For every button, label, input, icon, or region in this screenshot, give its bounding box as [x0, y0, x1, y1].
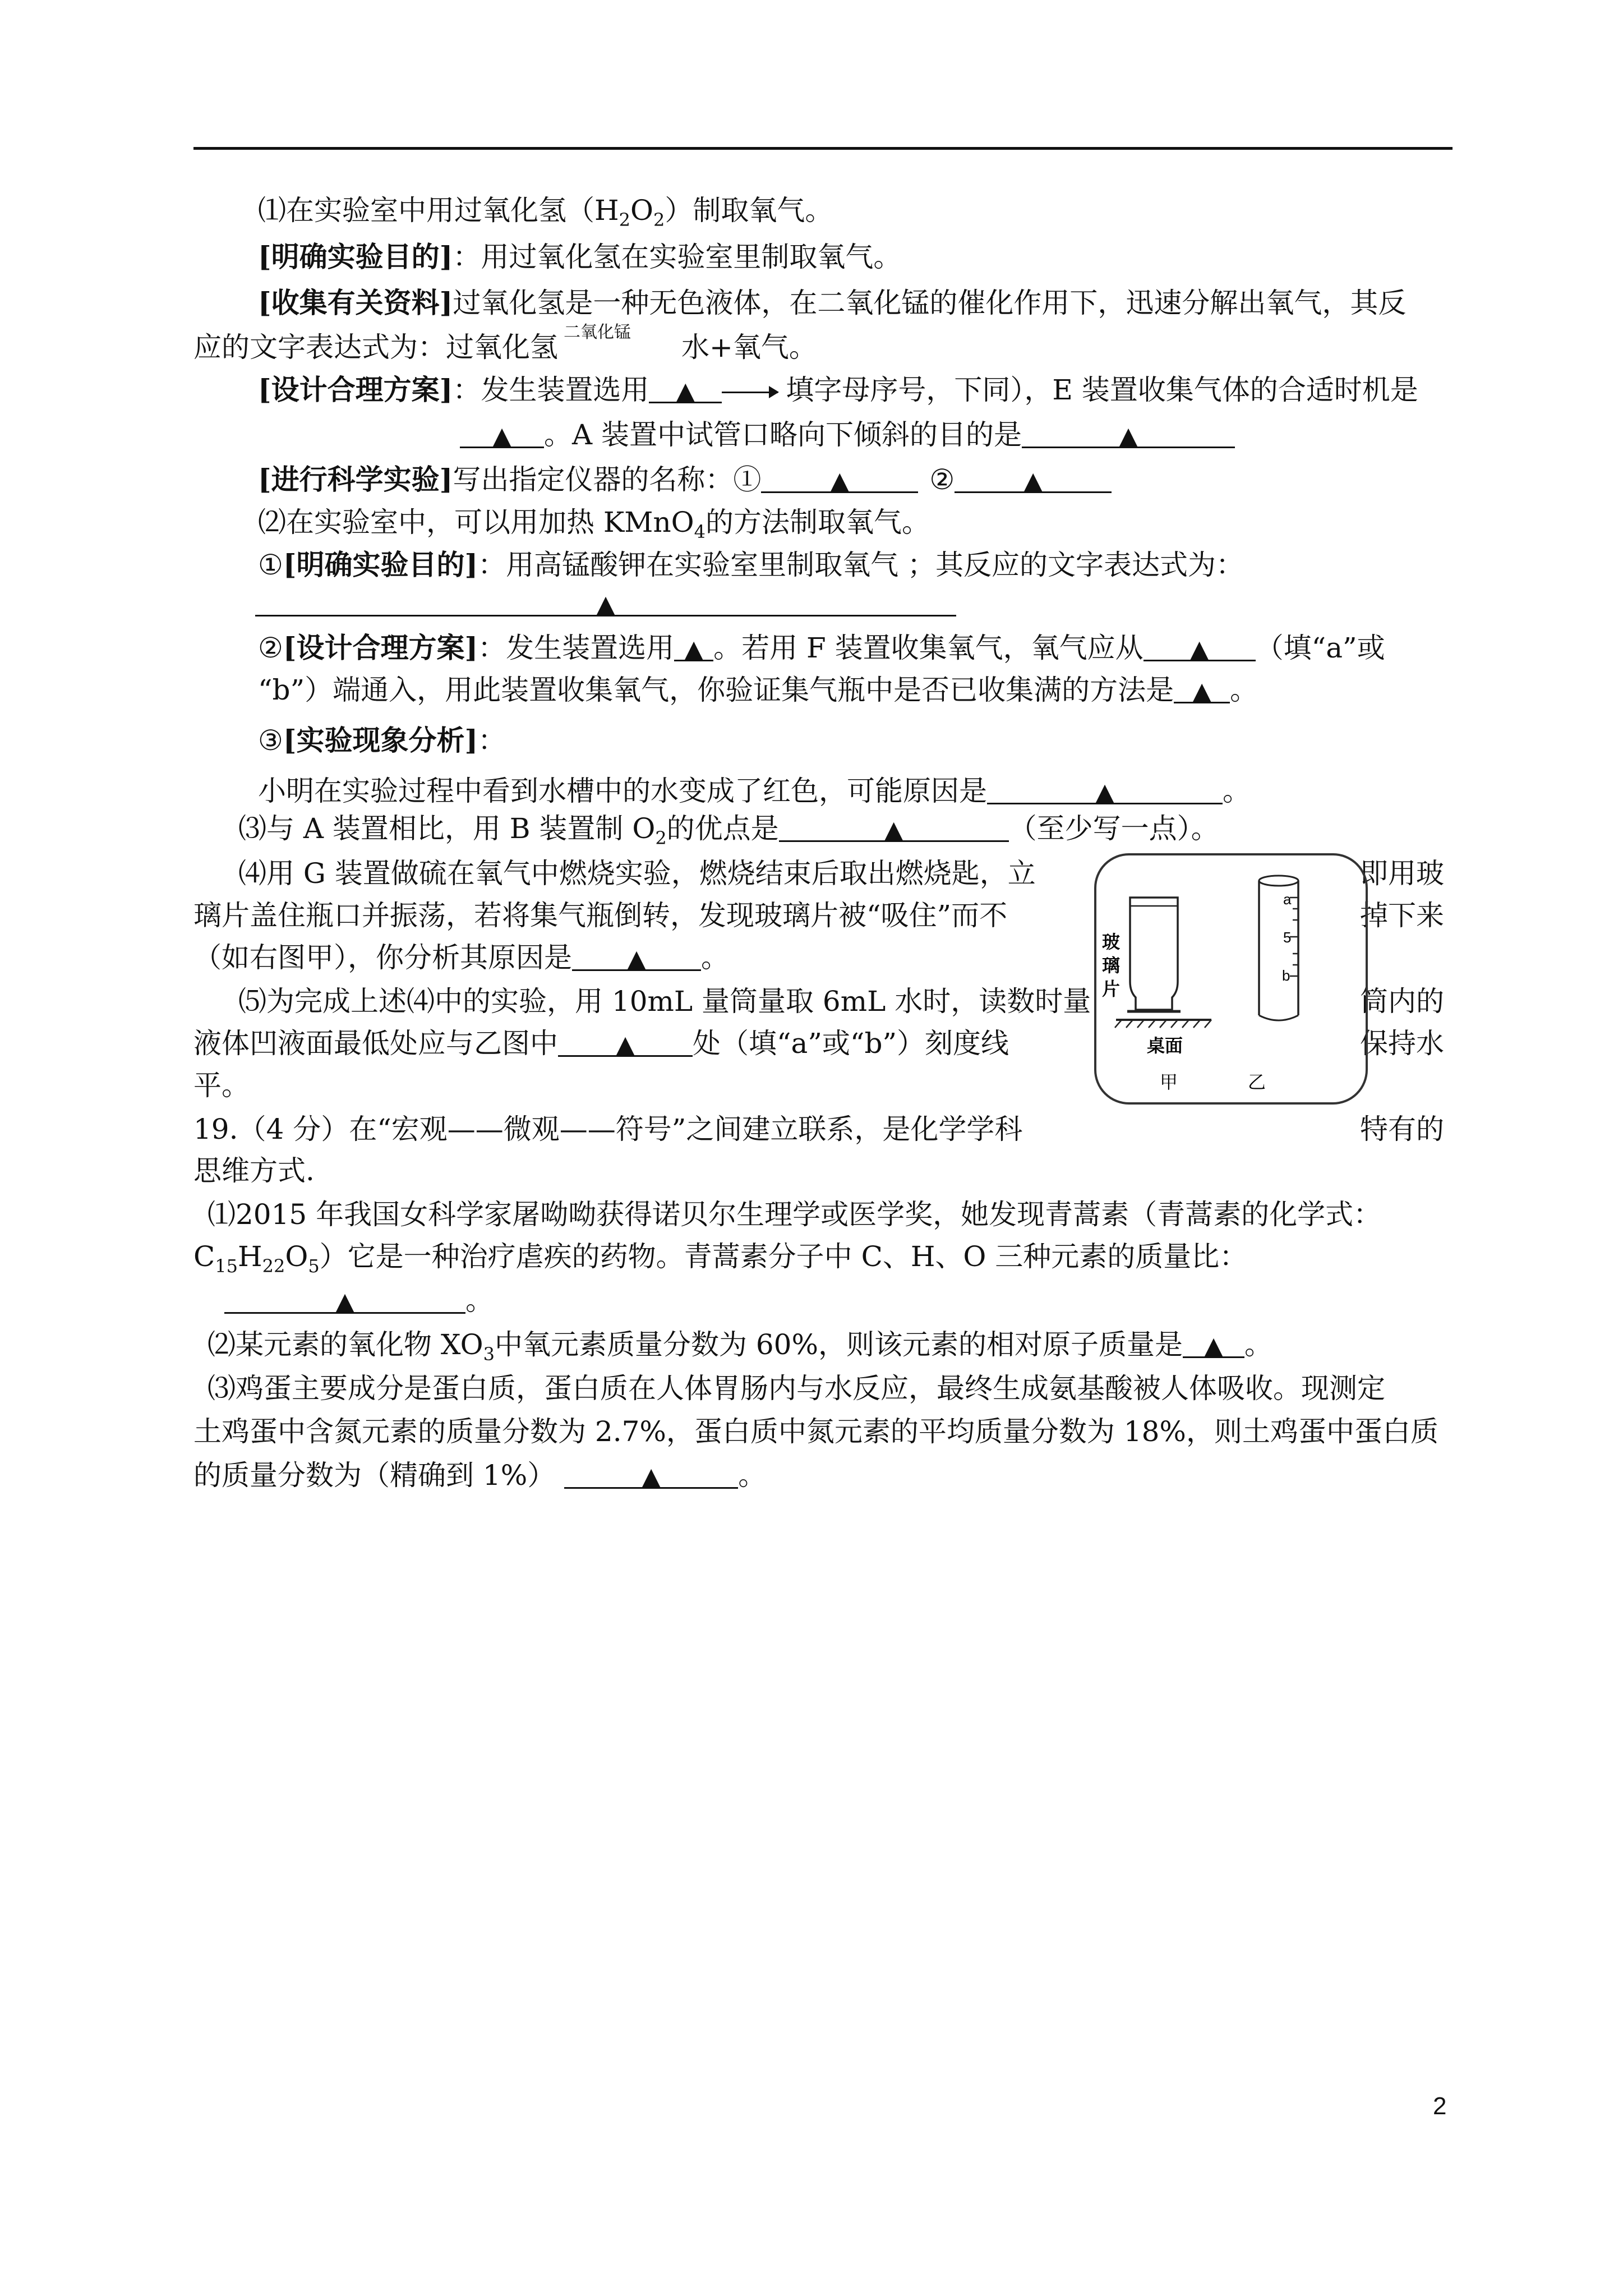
q18-part2-design-cont: “b”）端通入，用此装置收集氧气，你验证集气瓶中是否已收集满的方法是 ▲ 。 — [258, 670, 1258, 710]
q19-intro-line1-right: 特有的 — [1360, 1113, 1444, 1145]
answer-blank[interactable]: ▲ — [1174, 670, 1230, 703]
q18-part5-line2-right: 保持水 — [1360, 1027, 1444, 1060]
answer-blank[interactable]: ▲ — [779, 809, 1009, 842]
q18-design: [设计合理方案]：发生装置选用 ▲ 填字母序号，下同），E 装置收集气体的合适时机是 — [258, 370, 1418, 409]
desk-hatching — [1115, 1020, 1211, 1028]
q19-part1-blank: ▲ 。 — [224, 1281, 494, 1320]
tick-label-5: 5 — [1283, 929, 1292, 946]
q19-part3-line2: 土鸡蛋中含氮元素的质量分数为 2.7%，蛋白质中氮元素的平均质量分数为 18%，则土鸡蛋中蛋白质 — [193, 1415, 1438, 1448]
q18-part2-title: ⑵在实验室中，可以用加热 KMnO$_4$的方法制取氧气。 — [258, 506, 930, 542]
cylinder-top — [1259, 876, 1298, 886]
graduated-cylinder — [1259, 881, 1298, 1015]
answer-blank[interactable]: ▲ — [1022, 415, 1235, 448]
q18-experiment: [进行科学实验]写出指定仪器的名称：① ▲ ② ▲ — [258, 460, 1112, 499]
answer-blank[interactable]: ▲ — [955, 460, 1112, 493]
q18-part4-line3: （如右图甲），你分析其原因是 ▲ 。 — [193, 938, 729, 977]
q19-part1-line1: ⑴2015 年我国女科学家屠呦呦获得诺贝尔生理学或医学奖，她发现青蒿素（青蒿素的化学式： — [208, 1198, 1382, 1231]
q18-part3: ⑶与 A 装置相比，用 B 装置制 $O_2$的优点是 ▲ （至少写一点）。 — [238, 809, 1219, 858]
design-label: [设计合理方案] — [258, 373, 453, 406]
label-glass-2: 璃 — [1102, 955, 1121, 976]
page-number: 2 — [1433, 2092, 1447, 2120]
q19-part3-line3: 的质量分数为（精确到 1%） ▲ 。 — [193, 1456, 766, 1495]
q18-part2-aim: ①[明确实验目的]：用高锰酸钾在实验室里制取氧气 ；其反应的文字表达式为： — [258, 548, 1244, 581]
answer-blank[interactable]: ▲ — [649, 370, 722, 403]
q19-part3-line1: ⑶鸡蛋主要成分是蛋白质，蛋白质在人体胃肠内与水反应，最终生成氨基酸被人体吸收。现测定 — [208, 1372, 1385, 1405]
q18-aim: [明确实验目的]：用过氧化氢在实验室里制取氧气。 — [258, 240, 902, 273]
info-label: [收集有关资料] — [258, 286, 453, 319]
answer-blank[interactable]: ▲ — [572, 938, 701, 971]
q18-part4-line1: ⑷用 G 装置做硫在氧气中燃烧实验，燃烧结束后取出燃烧匙，立 — [238, 857, 1036, 890]
label-glass-3: 片 — [1102, 978, 1121, 1000]
q18-part4-line1-right: 即用玻 — [1360, 857, 1444, 890]
answer-blank[interactable]: ▲ — [558, 1024, 693, 1057]
q18-part2-design: ②[设计合理方案]：发生装置选用 ▲ 。若用 F 装置收集氧气，氧气应从 ▲ （填“a”或 — [258, 628, 1385, 668]
answer-blank[interactable]: ▲ — [1183, 1325, 1244, 1358]
figure-frame — [1095, 854, 1367, 1103]
answer-blank[interactable]: ▲ — [987, 771, 1223, 804]
q18-part5-line3: 平。 — [193, 1069, 250, 1102]
answer-blank[interactable]: ▲ — [674, 628, 713, 661]
q19-intro-line2: 思维方式. — [193, 1154, 315, 1187]
answer-blank[interactable]: ▲ — [564, 1456, 738, 1489]
answer-blank[interactable]: ▲ — [761, 460, 918, 493]
answer-blank[interactable]: ▲ — [255, 583, 956, 616]
q18-info-equation: 应的文字表达式为：过氧化氢 二氧化锰 水+氧气。 — [193, 323, 817, 364]
tick-label-a: a — [1283, 891, 1292, 908]
answer-blank[interactable]: ▲ — [224, 1281, 465, 1314]
q18-part2-equation-blank — [255, 583, 956, 623]
q18-part4-line2-right: 掉下来 — [1360, 899, 1444, 932]
catalyst-arrow: 二氧化锰 — [564, 323, 631, 342]
answer-blank[interactable]: ▲ — [460, 415, 544, 448]
q18-part5-line1: ⑸为完成上述⑷中的实验，用 10mL 量筒量取 6mL 水时，读数时量 — [238, 985, 1091, 1018]
q18-info: [收集有关资料]过氧化氢是一种无色液体，在二氧化锰的催化作用下，迅速分解出氧气，其反 — [258, 286, 1407, 319]
q18-part5-line2: 液体凹液面最低处应与乙图中 ▲ 处（填“a”或“b”）刻度线 — [193, 1024, 1009, 1063]
answer-blank[interactable]: ▲ — [1144, 628, 1256, 661]
tick-label-b: b — [1282, 967, 1290, 984]
label-yi: 乙 — [1248, 1071, 1266, 1093]
aim-label: [明确实验目的] — [258, 240, 453, 273]
q19-part1-line2: $C_{15}H_{22}O_5$）它是一种治疗虐疾的药物。青蒿素分子中 C、H、O 三种元素的质量比： — [193, 1240, 1248, 1277]
apparatus-figure — [1094, 853, 1368, 1105]
q18-part4-line2: 璃片盖住瓶口并振荡，若将集气瓶倒转，发现玻璃片被“吸住”而不 — [193, 899, 1008, 932]
q19-intro-line1: 19.（4 分）在“宏观——微观——符号”之间建立联系，是化学学科 — [193, 1113, 1023, 1145]
q19-part2: ⑵某元素的氧化物 $XO_3$中氧元素质量分数为 60%，则该元素的相对原子质量是 ▲ 。 — [208, 1325, 1272, 1374]
arrow-icon — [722, 392, 778, 393]
label-desk: 桌面 — [1147, 1035, 1183, 1056]
q18-part2-analysis: ③[实验现象分析]： — [258, 724, 506, 757]
experiment-label: [进行科学实验] — [258, 463, 453, 496]
label-jia: 甲 — [1160, 1071, 1178, 1093]
header-rule — [193, 147, 1453, 150]
inverted-bottle — [1130, 898, 1178, 1010]
q18-part5-line1-right: 筒内的 — [1360, 985, 1444, 1018]
label-glass-1: 玻 — [1102, 931, 1121, 953]
q18-design-cont: ▲ 。A 装置中试管口略向下倾斜的目的是 ▲ — [460, 415, 1235, 454]
q18-part1-title: ⑴在实验室中用过氧化氢$(H_2O_2)$制取氧气。 — [258, 194, 833, 231]
q18-part2-analysis-text: 小明在实验过程中看到水槽中的水变成了红色，可能原因是 ▲ 。 — [258, 771, 1251, 811]
